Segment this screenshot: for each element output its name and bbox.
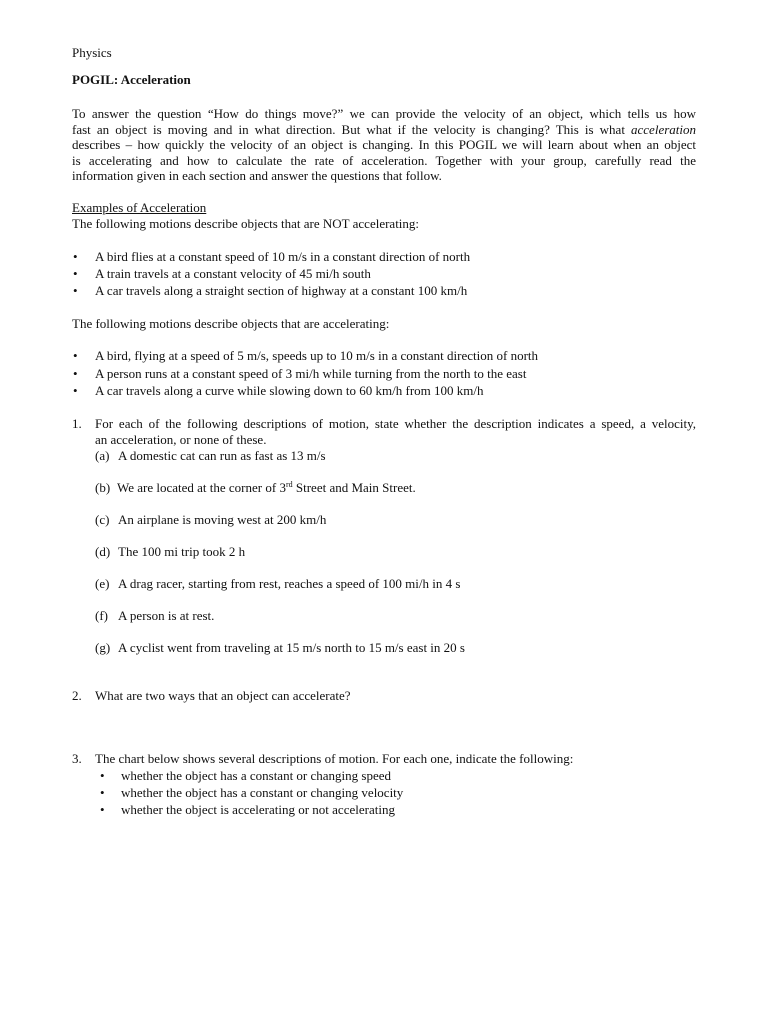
intro-acceleration-term: acceleration: [631, 122, 696, 137]
question-1-item-label: (e): [95, 576, 110, 591]
question-1-text-line-2: an acceleration, or none of these.: [95, 432, 267, 447]
bullet-icon: [100, 802, 105, 818]
accelerating-intro: The following motions describe objects that are accelerating:: [72, 316, 390, 331]
intro-line-5: information given in each section and answer the questions that follow.: [72, 168, 442, 183]
question-1-text-line-1: For each of the following descriptions of motion, state whether the description indicates a speed, a velocity,: [95, 416, 696, 431]
question-1-number: 1.: [72, 416, 82, 431]
ordinal-suffix: rd: [285, 480, 293, 489]
question-2-number: 2.: [72, 688, 82, 703]
accelerating-item: A bird, flying at a speed of 5 m/s, speeds up to 10 m/s in a constant direction of north: [95, 348, 539, 363]
question-1-item-text: A drag racer, starting from rest, reaches a speed of 100 mi/h in 4 s: [118, 576, 461, 591]
bullet-icon: [73, 383, 78, 399]
bullet-icon: [73, 249, 78, 265]
question-3-item: whether the object has a constant or changing velocity: [121, 785, 404, 800]
intro-line-3: describes – how quickly the velocity of an object is changing. In this POGIL we will learn about when an object: [72, 137, 696, 152]
bullet-icon: [73, 348, 78, 364]
question-3-text: The chart below shows several descriptions of motion. For each one, indicate the following:: [95, 751, 574, 766]
not-accelerating-intro: The following motions describe objects that are NOT accelerating:: [72, 216, 420, 231]
question-1-item-label: (f): [95, 608, 108, 623]
bullet-icon: [73, 283, 78, 299]
not-accelerating-item: A car travels along a straight section of highway at a constant 100 km/h: [95, 283, 468, 298]
intro-line-1: To answer the question “How do things move?” we can provide the velocity of an object, which tells us how: [72, 106, 696, 121]
intro-line-4: is accelerating and how to calculate the rate of acceleration. Together with your group, carefully read the: [72, 153, 696, 168]
question-3-number: 3.: [72, 751, 82, 766]
intro-line-2: [72, 122, 696, 138]
question-1-item-text: An airplane is moving west at 200 km/h: [118, 512, 327, 527]
bullet-icon: [100, 768, 105, 784]
page-title: POGIL: Acceleration: [72, 72, 191, 87]
question-2-text: What are two ways that an object can accelerate?: [95, 688, 351, 703]
question-1-item-text: The 100 mi trip took 2 h: [118, 544, 246, 559]
bullet-icon: [73, 266, 78, 282]
accelerating-item: A car travels along a curve while slowing down to 60 km/h from 100 km/h: [95, 383, 484, 398]
accelerating-item: A person runs at a constant speed of 3 mi/h while turning from the north to the east: [95, 366, 527, 381]
question-1-item-label: (c): [95, 512, 110, 527]
not-accelerating-item: A train travels at a constant velocity of 45 mi/h south: [95, 266, 371, 281]
bullet-icon: [73, 366, 78, 382]
question-3-item: whether the object is accelerating or not accelerating: [121, 802, 395, 817]
question-1-item-label: (b): [95, 480, 111, 495]
question-1-item-text: [117, 480, 416, 496]
item-text-start: We are located at the corner of 3: [117, 480, 286, 495]
examples-heading: Examples of Acceleration: [72, 200, 207, 215]
question-1-item-text: A cyclist went from traveling at 15 m/s north to 15 m/s east in 20 s: [118, 640, 465, 655]
question-1-item-text: A person is at rest.: [118, 608, 215, 623]
not-accelerating-item: A bird flies at a constant speed of 10 m/s in a constant direction of north: [95, 249, 471, 264]
question-1-item-label: (g): [95, 640, 111, 655]
bullet-icon: [100, 785, 105, 801]
subject-label: Physics: [72, 45, 112, 60]
question-1-item-label: (a): [95, 448, 110, 463]
question-3-item: whether the object has a constant or changing speed: [121, 768, 392, 783]
question-1-item-label: (d): [95, 544, 111, 559]
question-1-item-text: A domestic cat can run as fast as 13 m/s: [118, 448, 326, 463]
intro-line-2-text: fast an object is moving and in what direction. But what if the velocity is changing? This is what: [72, 122, 632, 137]
item-text-end: Street and Main Street.: [292, 480, 416, 495]
